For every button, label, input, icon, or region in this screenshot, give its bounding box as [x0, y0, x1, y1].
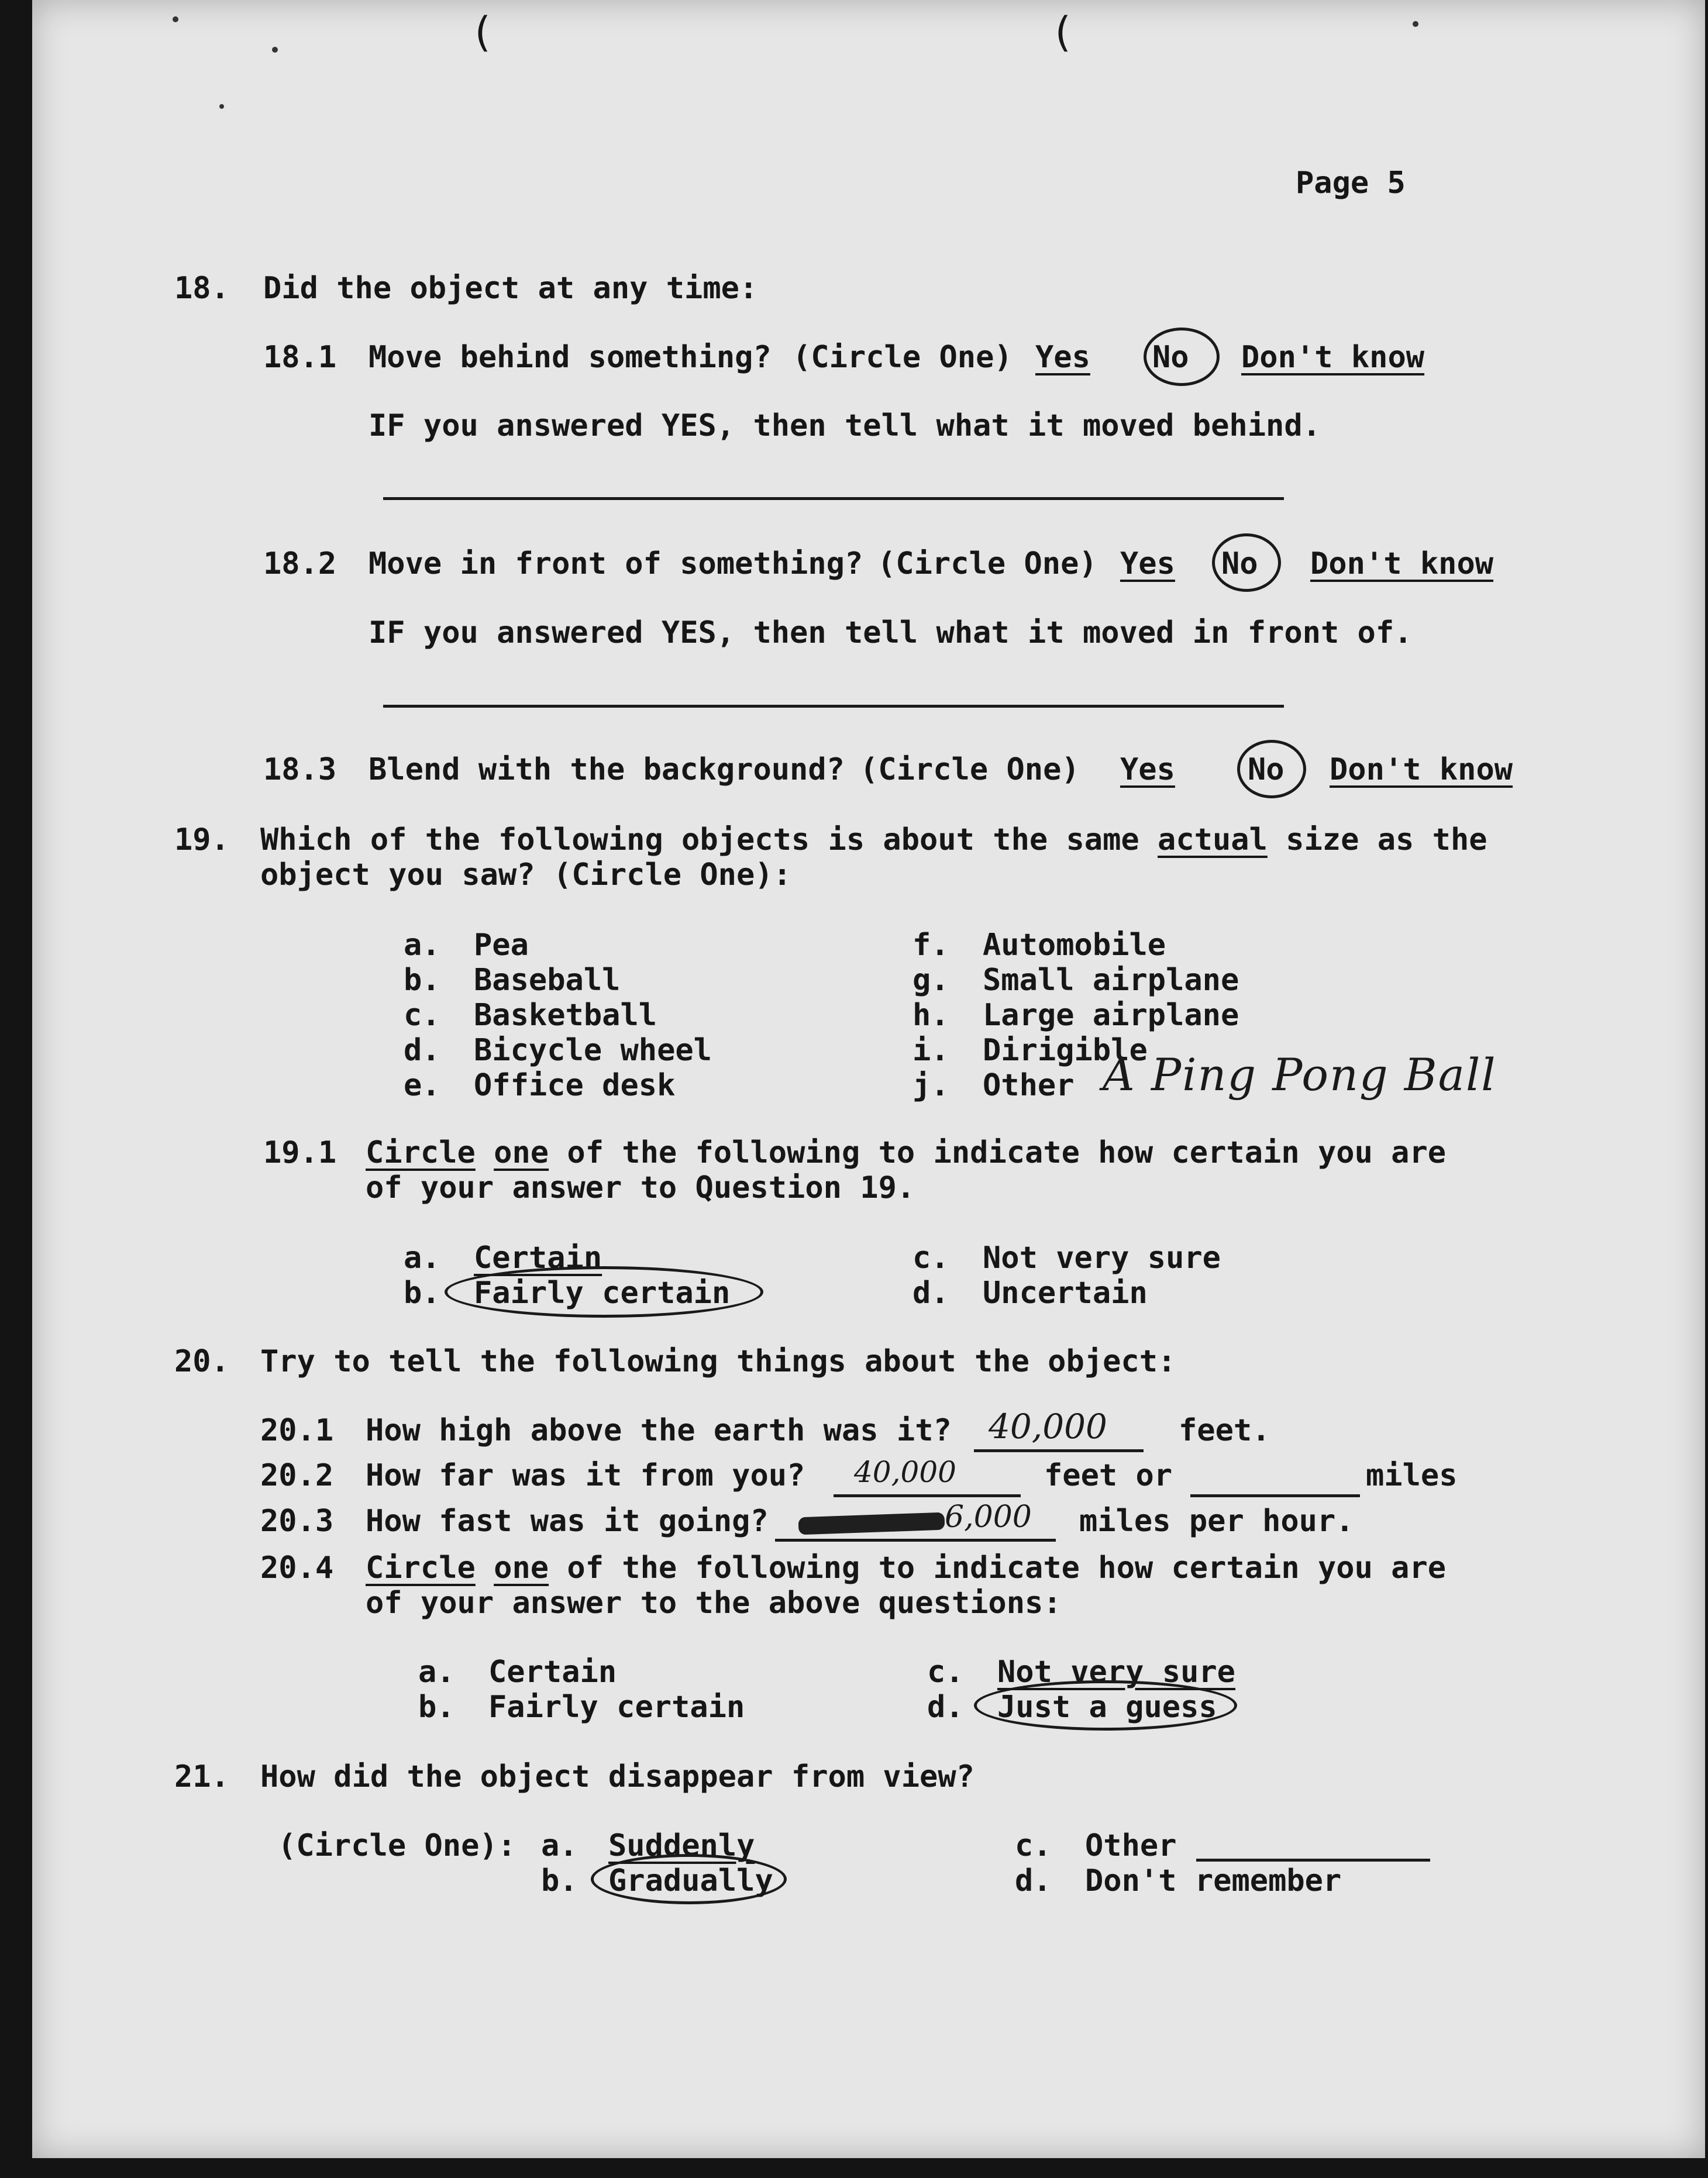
q19-1-letter-c: c. — [912, 1240, 949, 1276]
q19-option-letter: d. — [404, 1033, 440, 1068]
q21-letter-c: c. — [1015, 1828, 1052, 1863]
q18-2-answer-line[interactable] — [383, 705, 1284, 708]
q21-number: 21. — [174, 1759, 229, 1794]
q19-option-baseball[interactable]: Baseball — [474, 963, 621, 998]
q21-option-suddenly[interactable]: Suddenly — [608, 1828, 755, 1863]
q19-option-basketball[interactable]: Basketball — [474, 998, 657, 1033]
q20-3-handwritten-answer[interactable]: 6,000 — [945, 1500, 1032, 1535]
q19-option-office-desk[interactable]: Office desk — [474, 1068, 676, 1103]
q18-2-text: Move in front of something? — [369, 546, 863, 581]
q21-letter-a: a. — [541, 1828, 578, 1863]
q20-number: 20. — [174, 1344, 229, 1379]
q19-1-option-uncertain[interactable]: Uncertain — [983, 1276, 1148, 1311]
q20-1-text: How high above the earth was it? — [366, 1413, 952, 1448]
q20-3-number: 20.3 — [260, 1504, 334, 1539]
q18-prompt: Did the object at any time: — [263, 271, 758, 306]
q19-1-letter-d: d. — [912, 1276, 949, 1311]
q19-line1: Which of the following objects is about the same actual size as the — [260, 822, 1487, 857]
q18-1-number: 18.1 — [263, 340, 337, 375]
q18-1-text: Move behind something? — [369, 340, 772, 375]
scan-speck — [1413, 21, 1418, 27]
q19-other-handwritten-answer[interactable]: A Ping Pong Ball — [1103, 1049, 1497, 1101]
q20-2-number: 20.2 — [260, 1458, 334, 1493]
q18-3-circle-one: (Circle One) — [860, 752, 1080, 787]
q20-4-option-fairly-certain[interactable]: Fairly certain — [488, 1690, 745, 1725]
q19-1-option-not-very-sure[interactable]: Not very sure — [983, 1240, 1221, 1276]
q19-line2: object you saw? (Circle One): — [260, 857, 791, 892]
page-number: Page 5 — [1296, 166, 1406, 201]
q20-2-handwritten-answer[interactable]: 40,000 — [854, 1455, 956, 1489]
q18-2-no[interactable]: No — [1221, 546, 1258, 581]
q21-letter-d: d. — [1015, 1863, 1052, 1898]
q19-option-letter: h. — [912, 998, 949, 1033]
q18-2-followup: IF you answered YES, then tell what it moved in front of. — [369, 615, 1413, 650]
q19-number: 19. — [174, 822, 229, 857]
q20-4-letter-b: b. — [418, 1690, 455, 1725]
emphasis-actual: actual — [1158, 822, 1268, 857]
q20-1-unit: feet. — [1179, 1413, 1270, 1448]
q18-1-no[interactable]: No — [1152, 340, 1189, 375]
q19-option-large-airplane[interactable]: Large airplane — [983, 998, 1239, 1033]
q20-4-line2: of your answer to the above questions: — [366, 1586, 1062, 1621]
q18-2-dont-know[interactable]: Don't know — [1310, 546, 1494, 581]
q19-1-option-certain[interactable]: Certain — [474, 1240, 602, 1276]
q21-prompt: How did the object disappear from view? — [260, 1759, 974, 1794]
q19-option-small-airplane[interactable]: Small airplane — [983, 963, 1239, 998]
q18-3-dont-know[interactable]: Don't know — [1330, 752, 1513, 787]
q19-option-automobile[interactable]: Automobile — [983, 928, 1166, 963]
q21-other-answer-line[interactable] — [1196, 1859, 1430, 1862]
q20-3-answer-line — [775, 1539, 1056, 1542]
q18-3-yes[interactable]: Yes — [1120, 752, 1175, 787]
q19-option-letter: f. — [912, 928, 949, 963]
q19-1-line2: of your answer to Question 19. — [366, 1170, 915, 1205]
q19-option-pea[interactable]: Pea — [474, 928, 529, 963]
scribbled-out-text — [798, 1512, 945, 1535]
q20-3-unit: miles per hour. — [1079, 1504, 1354, 1539]
top-mark: ( — [470, 8, 495, 56]
q19-option-letter: j. — [912, 1068, 949, 1103]
q20-prompt: Try to tell the following things about the object: — [260, 1344, 1176, 1379]
q20-2-text: How far was it from you? — [366, 1458, 805, 1493]
q20-2-unit: miles — [1366, 1458, 1458, 1493]
q20-4-option-certain[interactable]: Certain — [488, 1655, 617, 1690]
q18-3-no[interactable]: No — [1248, 752, 1285, 787]
q21-option-dont-remember[interactable]: Don't remember — [1085, 1863, 1342, 1898]
q20-4-letter-d: d. — [927, 1690, 964, 1725]
q19-1-letter-a: a. — [404, 1240, 440, 1276]
top-mark: ( — [1050, 8, 1075, 56]
q20-1-number: 20.1 — [260, 1413, 334, 1448]
q19-option-letter: b. — [404, 963, 440, 998]
q20-1-handwritten-answer[interactable]: 40,000 — [989, 1407, 1107, 1446]
q19-option-letter: i. — [912, 1033, 949, 1068]
q21-option-other[interactable]: Other — [1085, 1828, 1177, 1863]
q18-2-yes[interactable]: Yes — [1120, 546, 1175, 581]
q18-3-number: 18.3 — [263, 752, 337, 787]
document-page — [32, 0, 1705, 2158]
q21-letter-b: b. — [541, 1863, 578, 1898]
q18-1-yes[interactable]: Yes — [1035, 340, 1090, 375]
q20-2-feet-or: feet or — [1044, 1458, 1173, 1493]
q19-option-letter: g. — [912, 963, 949, 998]
q18-1-followup: IF you answered YES, then tell what it moved behind. — [369, 408, 1321, 443]
q19-option-dirigible[interactable]: Dirigible — [983, 1033, 1148, 1068]
q18-2-number: 18.2 — [263, 546, 337, 581]
scan-speck — [173, 16, 178, 22]
q20-2-answer-line — [834, 1494, 1021, 1497]
scan-speck — [272, 47, 278, 53]
q20-4-option-just-a-guess[interactable]: Just a guess — [997, 1690, 1217, 1725]
q20-4-letter-a: a. — [418, 1655, 455, 1690]
q18-1-circle-one: (Circle One) — [793, 340, 1013, 375]
q19-1-letter-b: b. — [404, 1276, 440, 1311]
q20-2-miles-answer-line[interactable] — [1190, 1494, 1360, 1497]
q19-1-option-fairly-certain[interactable]: Fairly certain — [474, 1276, 731, 1311]
q19-option-letter: e. — [404, 1068, 440, 1103]
q20-3-text: How fast was it going? — [366, 1504, 769, 1539]
q19-option-letter: c. — [404, 998, 440, 1033]
q19-1-line1: Circle one of the following to indicate how certain you are — [366, 1135, 1447, 1170]
q20-1-answer-line — [974, 1449, 1144, 1452]
q18-1-answer-line[interactable] — [383, 497, 1284, 500]
q19-option-other[interactable]: Other — [983, 1068, 1075, 1103]
q20-4-letter-c: c. — [927, 1655, 964, 1690]
q19-option-bicycle-wheel[interactable]: Bicycle wheel — [474, 1033, 712, 1068]
q19-option-letter: a. — [404, 928, 440, 963]
q20-4-line1: Circle one of the following to indicate how certain you are — [366, 1550, 1447, 1586]
q21-option-gradually[interactable]: Gradually — [608, 1863, 773, 1898]
q19-1-number: 19.1 — [263, 1135, 337, 1170]
q18-1-dont-know[interactable]: Don't know — [1241, 340, 1425, 375]
q21-circle-one: (Circle One): — [278, 1828, 516, 1863]
q20-4-option-not-very-sure[interactable]: Not very sure — [997, 1655, 1235, 1690]
q20-4-number: 20.4 — [260, 1550, 334, 1586]
q18-2-circle-one: (Circle One) — [877, 546, 1097, 581]
q18-number: 18. — [174, 271, 229, 306]
q18-3-text: Blend with the background? — [369, 752, 845, 787]
scan-speck — [219, 104, 224, 109]
